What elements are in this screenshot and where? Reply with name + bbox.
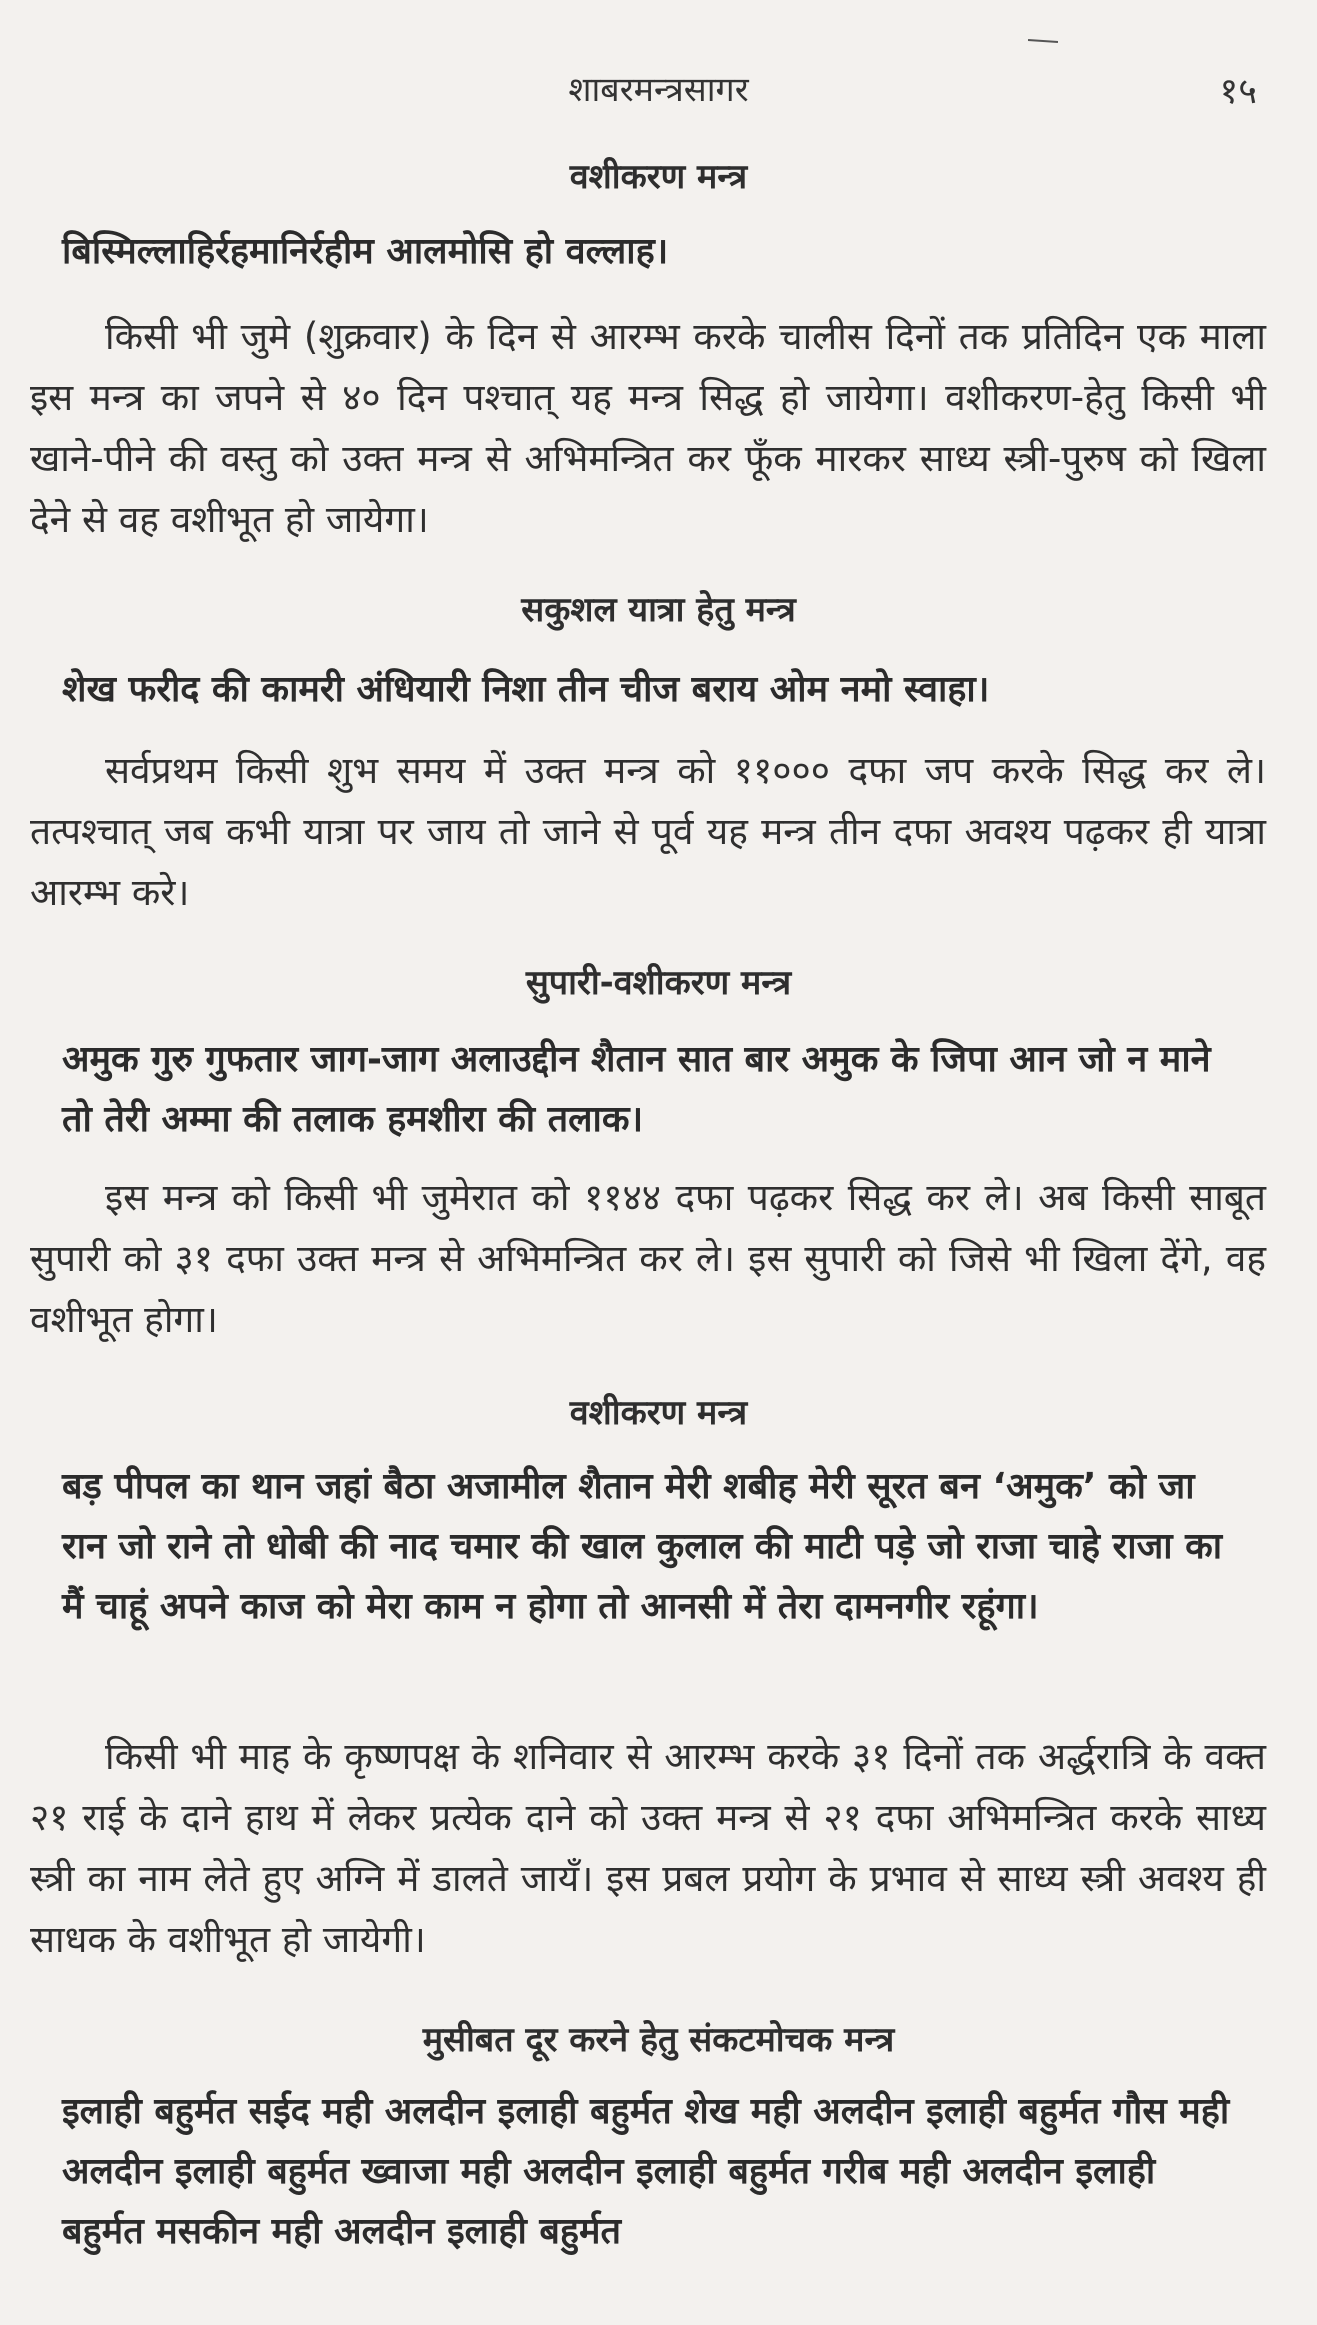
instruction-paragraph: सर्वप्रथम किसी शुभ समय में उक्त मन्त्र को ११००० दफा जप करके सिद्ध कर ले। तत्पश्चात् जब कभी यात्रा पर जाय तो जाने से पूर्व यह मन्त्र तीन दफा अवश्य पढ़कर ही यात्रा आरम्भ करे। (30, 749, 1266, 914)
mantra-text: इलाही बहुर्मत सईद मही अलदीन इलाही बहुर्मत शेख मही अलदीन इलाही बहुर्मत गौस मही अलदीन इलाही बहुर्मत ख्वाजा मही अलदीन इलाही बहुर्मत गरीब मही अलदीन इलाही बहुर्मत मसकीन मही अलदीन इलाही बहुर्मत (62, 2091, 1230, 2252)
page-header (0, 65, 1317, 125)
mantra-text: बिस्मिल्लाहिर्रहमानिर्रहीम आलमोसि हो वल्लाह। (62, 231, 669, 272)
running-title: शाबरमन्त्रसागर (568, 70, 749, 110)
section-heading-vashikaran: वशीकरण मन्त्र (569, 157, 748, 197)
section-heading-sankatmochak: मुसीबत दूर करने हेतु संकटमोचक मन्त्र (422, 2020, 895, 2060)
mantra-text: शेख फरीद की कामरी अंधियारी निशा तीन चीज बराय ओम नमो स्वाहा। (62, 669, 990, 710)
section-heading-safe-journey: सकुशल यात्रा हेतु मन्त्र (521, 590, 796, 630)
mantra-text: बड़ पीपल का थान जहां बैठा अजामील शैतान मेरी शबीह मेरी सूरत बन ‘अमुक’ को जा रान जो राने तो धोबी की नाद चमार की खाल कुलाल की माटी पड़े जो राजा चाहे राजा का मैं चाहूं अपने काज को मेरा काम न होगा तो आनसी में तेरा दामनगीर रहूंगा। (62, 1466, 1223, 1627)
section-heading-supari-vashikaran: सुपारी-वशीकरण मन्त्र (525, 963, 792, 1003)
mantra-text: अमुक गुरु गुफतार जाग-जाग अलाउद्दीन शैतान सात बार अमुक के जिपा आन जो न माने तो तेरी अम्मा की तलाक हमशीरा की तलाक। (62, 1039, 1211, 1140)
instruction-paragraph: इस मन्त्र को किसी भी जुमेरात को ११४४ दफा पढ़कर सिद्ध कर ले। अब किसी साबूत सुपारी को ३१ दफा उक्त मन्त्र से अभिमन्त्रित कर ले। इस सुपारी को जिसे भी खिला देंगे, वह वशीभूत होगा। (30, 1176, 1266, 1341)
page-number: १५ (1219, 71, 1257, 112)
instruction-paragraph: किसी भी जुमे (शुक्रवार) के दिन से आरम्भ करके चालीस दिनों तक प्रतिदिन एक माला इस मन्त्र का जपने से ४० दिन पश्चात् यह मन्त्र सिद्ध हो जायेगा। वशीकरण-हेतु किसी भी खाने-पीने की वस्तु को उक्त मन्त्र से अभिमन्त्रित कर फूँक मारकर साध्य स्त्री-पुरुष को खिला देने से वह वशीभूत हो जायेगा। (30, 315, 1266, 541)
section-heading-vashikaran-2: वशीकरण मन्त्र (569, 1393, 748, 1433)
print-mark (1028, 39, 1058, 43)
instruction-paragraph: किसी भी माह के कृष्णपक्ष के शनिवार से आरम्भ करके ३१ दिनों तक अर्द्धरात्रि के वक्त २१ राई के दाने हाथ में लेकर प्रत्येक दाने को उक्त मन्त्र से २१ दफा अभिमन्त्रित करके साध्य स्त्री का नाम लेते हुए अग्नि में डालते जायँ। इस प्रबल प्रयोग के प्रभाव से साध्य स्त्री अवश्य ही साधक के वशीभूत हो जायेगी। (30, 1735, 1266, 1961)
